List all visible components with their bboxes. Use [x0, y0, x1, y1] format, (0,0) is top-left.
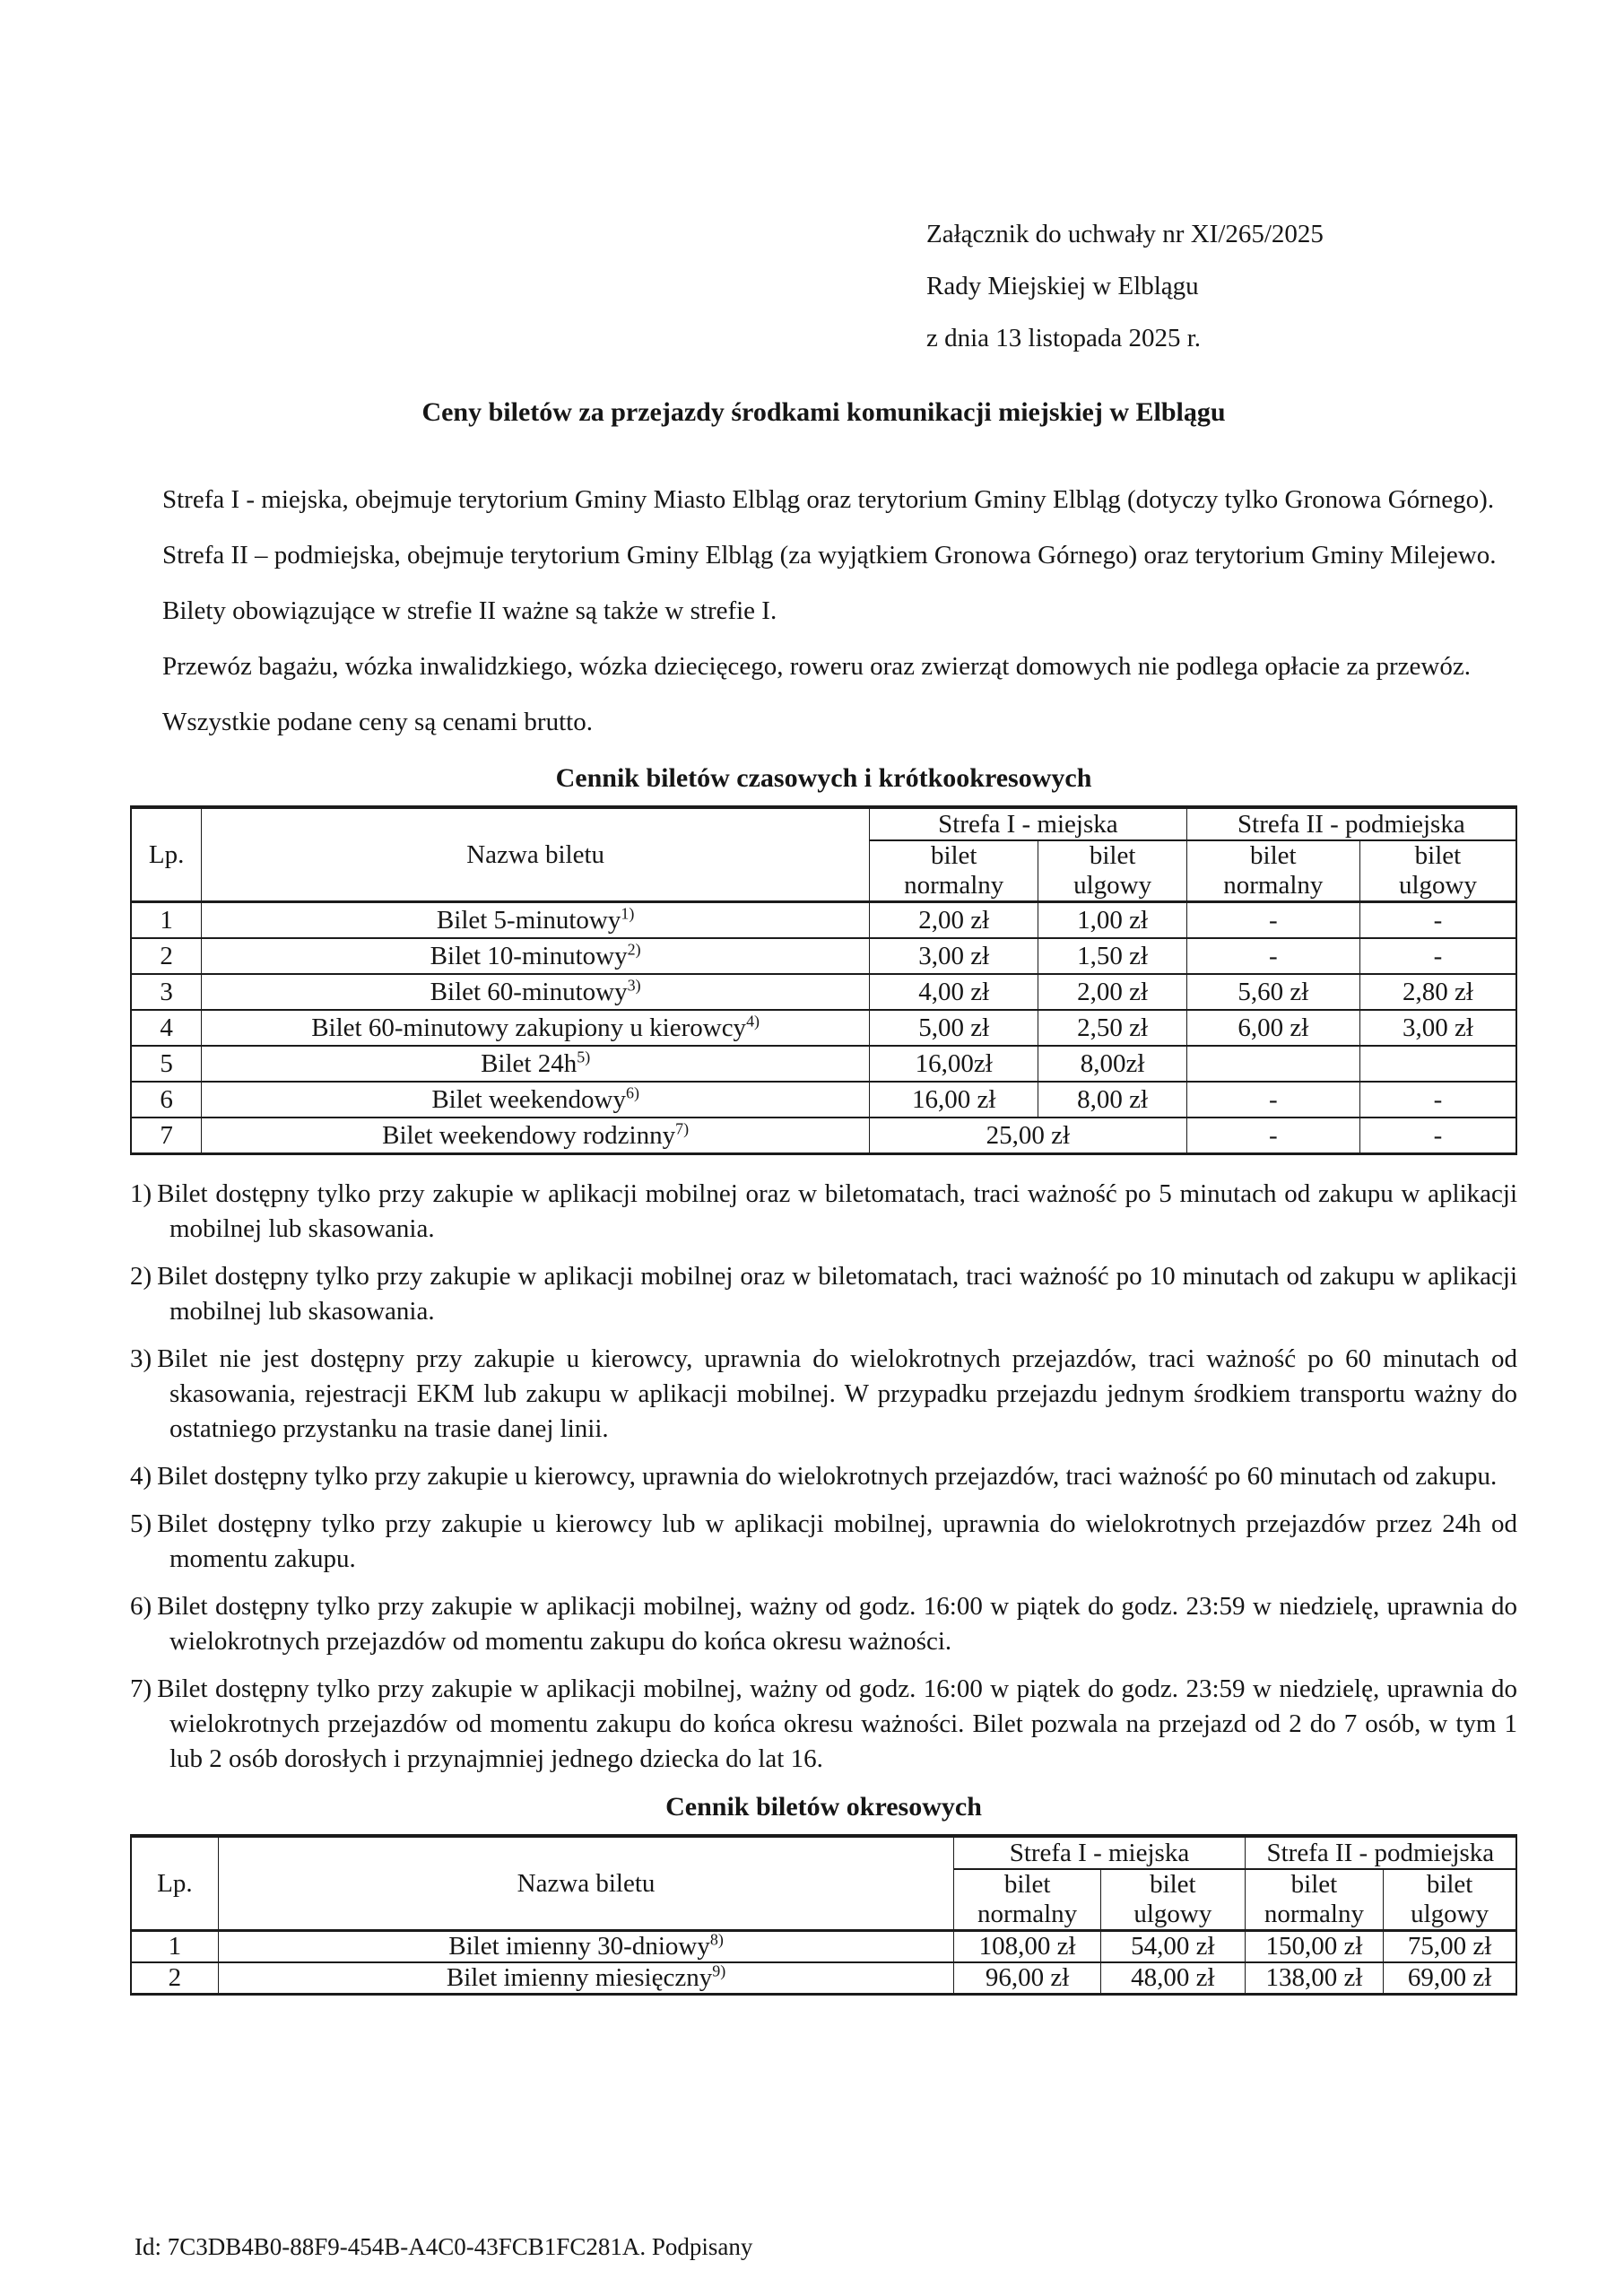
col-header-zone1: Strefa I - miejska — [954, 1836, 1245, 1869]
col-header-ticket-name: Nazwa biletu — [202, 807, 870, 902]
cell-price: - — [1186, 1082, 1359, 1118]
ticket-name: Bilet 5-minutowy — [436, 905, 621, 935]
cell-price: - — [1359, 1082, 1516, 1118]
cell-price: 48,00 zł — [1101, 1962, 1246, 1995]
cell-price: - — [1186, 1118, 1359, 1154]
cell-price: 2,00 zł — [1038, 974, 1186, 1010]
cell-price: - — [1186, 902, 1359, 939]
ticket-name: Bilet imienny 30-dniowy — [448, 1932, 710, 1961]
table-row — [131, 1931, 1516, 1963]
timed-tickets-table — [130, 805, 1517, 1155]
period-tickets-table — [130, 1834, 1517, 1996]
footnote-text: Bilet dostępny tylko przy zakupie u kierowcy, uprawnia do wielokrotnych przejazdów, traci ważność po 60 minutach od zakupu. — [157, 1462, 1498, 1491]
cell-price: - — [1186, 938, 1359, 974]
table-row — [131, 1962, 1516, 1995]
cell-price: 4,00 zł — [869, 974, 1038, 1010]
col-header-reduced: bilet ulgowy — [1038, 840, 1186, 902]
footnote-number: 2) — [130, 1262, 152, 1291]
cell-lp: 2 — [131, 938, 202, 974]
col-header-normal: bilet normalny — [1186, 840, 1359, 902]
footnote — [130, 1672, 1517, 1777]
footnote-number: 1) — [130, 1179, 152, 1208]
intro-paragraph: Strefa I - miejska, obejmuje terytorium Gminy Miasto Elbląg oraz terytorium Gminy Elbląg (dotyczy tylko Gronowa Górnego). — [162, 485, 1495, 514]
footnote-number: 7) — [130, 1674, 152, 1703]
cell-price: 16,00 zł — [869, 1082, 1038, 1118]
footnote-ref: 7) — [675, 1118, 690, 1137]
cell-lp: 4 — [131, 1010, 202, 1046]
cell-price: 6,00 zł — [1186, 1010, 1359, 1046]
page-content — [130, 0, 1517, 1996]
footnote-ref: 1) — [621, 903, 635, 922]
cell-ticket-name — [218, 1962, 953, 1995]
attachment-line: Rady Miejskiej w Elblągu — [926, 272, 1199, 300]
table-row — [131, 902, 1516, 939]
cell-price: 69,00 zł — [1384, 1962, 1516, 1995]
cell-lp: 1 — [131, 902, 202, 939]
cell-ticket-name — [202, 1046, 870, 1082]
ticket-name: Bilet 60-minutowy zakupiony u kierowcy — [311, 1013, 747, 1042]
document-title: Ceny biletów za przejazdy środkami komunikacji miejskiej w Elblągu — [421, 397, 1226, 427]
cell-ticket-name — [202, 902, 870, 939]
ticket-name: Bilet imienny miesięczny — [446, 1963, 713, 1992]
table-row — [131, 1118, 1516, 1154]
footnote-ref: 9) — [712, 1962, 726, 1980]
footnote — [130, 1259, 1517, 1329]
footnote-text: Bilet dostępny tylko przy zakupie u kierowcy lub w aplikacji mobilnej, uprawnia do wielokrotnych przejazdów przez 24h od momentu zakupu. — [157, 1509, 1517, 1573]
cell-price — [1186, 1046, 1359, 1082]
table1-caption: Cennik biletów czasowych i krótkookresowych — [555, 763, 1092, 793]
cell-price: - — [1359, 1118, 1516, 1154]
cell-price: 75,00 zł — [1384, 1931, 1516, 1963]
cell-price: 16,00zł — [869, 1046, 1038, 1082]
col-header-lp: Lp. — [131, 807, 202, 902]
ticket-name: Bilet weekendowy rodzinny — [382, 1120, 676, 1150]
footnote — [130, 1459, 1517, 1494]
cell-price: 54,00 zł — [1101, 1931, 1246, 1963]
cell-lp: 6 — [131, 1082, 202, 1118]
col-header-ticket-name: Nazwa biletu — [218, 1836, 953, 1931]
cell-price: 150,00 zł — [1245, 1931, 1384, 1963]
col-header-lp: Lp. — [131, 1836, 218, 1931]
table-row — [131, 974, 1516, 1010]
cell-price: 108,00 zł — [954, 1931, 1101, 1963]
ticket-name: Bilet 60-minutowy — [430, 977, 628, 1006]
footnote-ref: 4) — [746, 1011, 760, 1030]
col-header-zone1: Strefa I - miejska — [869, 807, 1186, 840]
cell-price: 2,00 zł — [869, 902, 1038, 939]
cell-price — [1359, 1046, 1516, 1082]
table-row — [131, 938, 1516, 974]
cell-price: 138,00 zł — [1245, 1962, 1384, 1995]
footnote-ref: 2) — [627, 939, 641, 958]
intro-paragraph: Strefa II – podmiejska, obejmuje terytorium Gminy Elbląg (za wyjątkiem Gronowa Górnego) oraz terytorium Gminy Milejewo. — [162, 541, 1497, 570]
cell-price: 8,00zł — [1038, 1046, 1186, 1082]
cell-price: 2,50 zł — [1038, 1010, 1186, 1046]
cell-ticket-name — [202, 1118, 870, 1154]
footnote-ref: 5) — [577, 1047, 591, 1065]
footnote-ref: 3) — [627, 975, 641, 994]
ticket-name: Bilet weekendowy — [431, 1084, 626, 1114]
cell-lp: 7 — [131, 1118, 202, 1154]
col-header-zone2: Strefa II - podmiejska — [1245, 1836, 1516, 1869]
footnote — [130, 1589, 1517, 1659]
cell-price: 8,00 zł — [1038, 1082, 1186, 1118]
footnote-text: Bilet nie jest dostępny przy zakupie u kierowcy, uprawnia do wielokrotnych przejazdów, traci ważność po 60 minutach od skasowania, rejestracji EKM lub zakupu w aplikacji mobilnej. W przypadku przejazdu jednym środkiem transportu ważny do ostatniego przystanku na trasie danej linii. — [157, 1344, 1517, 1443]
cell-ticket-name — [202, 938, 870, 974]
cell-ticket-name — [202, 1082, 870, 1118]
intro-paragraph: Przewóz bagażu, wózka inwalidzkiego, wózka dziecięcego, roweru oraz zwierząt domowych nie podlega opłacie za przewóz. — [162, 652, 1471, 681]
footnote-number: 4) — [130, 1462, 152, 1491]
col-header-reduced: bilet ulgowy — [1384, 1869, 1516, 1931]
col-header-normal: bilet normalny — [954, 1869, 1101, 1931]
cell-lp: 3 — [131, 974, 202, 1010]
cell-lp: 5 — [131, 1046, 202, 1082]
footnote-number: 3) — [130, 1344, 152, 1373]
table-row — [131, 1010, 1516, 1046]
footnote-text: Bilet dostępny tylko przy zakupie w aplikacji mobilnej, ważny od godz. 16:00 w piątek do godz. 23:59 w niedzielę, uprawnia do wielokrotnych przejazdów od momentu zakupu do końca okresu ważności. — [157, 1592, 1517, 1656]
cell-ticket-name — [218, 1931, 953, 1963]
col-header-reduced: bilet ulgowy — [1101, 1869, 1246, 1931]
cell-price-merged: 25,00 zł — [869, 1118, 1186, 1154]
footnote-text: Bilet dostępny tylko przy zakupie w aplikacji mobilnej oraz w biletomatach, traci ważność po 5 minutach od zakupu w aplikacji mobilnej lub skasowania. — [157, 1179, 1517, 1243]
footnote-ref: 8) — [709, 1930, 724, 1949]
intro-section — [130, 483, 1517, 739]
footnote-number: 6) — [130, 1592, 152, 1621]
attachment-header — [926, 208, 1517, 364]
table-row — [131, 1046, 1516, 1082]
document-id-footer: Id: 7C3DB4B0-88F9-454B-A4C0-43FCB1FC281A. Podpisany — [135, 2233, 753, 2260]
ticket-name: Bilet 10-minutowy — [430, 941, 628, 970]
cell-price: - — [1359, 938, 1516, 974]
cell-ticket-name — [202, 974, 870, 1010]
col-header-zone2: Strefa II - podmiejska — [1186, 807, 1516, 840]
cell-price: - — [1359, 902, 1516, 939]
footnote-text: Bilet dostępny tylko przy zakupie w aplikacji mobilnej oraz w biletomatach, traci ważność po 10 minutach od zakupu w aplikacji mobilnej lub skasowania. — [157, 1262, 1517, 1326]
cell-price: 2,80 zł — [1359, 974, 1516, 1010]
col-header-normal: bilet normalny — [869, 840, 1038, 902]
footnote-ref: 6) — [625, 1083, 639, 1101]
table-row — [131, 1082, 1516, 1118]
cell-price: 96,00 zł — [954, 1962, 1101, 1995]
cell-price: 5,60 zł — [1186, 974, 1359, 1010]
cell-price: 1,00 zł — [1038, 902, 1186, 939]
cell-ticket-name — [202, 1010, 870, 1046]
ticket-name: Bilet 24h — [481, 1048, 578, 1078]
cell-price: 5,00 zł — [869, 1010, 1038, 1046]
col-header-normal: bilet normalny — [1245, 1869, 1384, 1931]
footnote-number: 5) — [130, 1509, 152, 1538]
footnotes-section — [130, 1177, 1517, 1777]
intro-paragraph: Bilety obowiązujące w strefie II ważne są także w strefie I. — [162, 596, 777, 625]
footnote-text: Bilet dostępny tylko przy zakupie w aplikacji mobilnej, ważny od godz. 16:00 w piątek do godz. 23:59 w niedzielę, uprawnia do wielokrotnych przejazdów od momentu zakupu do końca okresu ważności. Bilet pozwala na przejazd od 2 do 7 osób, w tym 1 lub 2 osób dorosłych i przynajmniej jednego dziecka do lat 16. — [157, 1674, 1517, 1773]
footnote — [130, 1342, 1517, 1447]
footnote — [130, 1177, 1517, 1247]
attachment-line: Załącznik do uchwały nr XI/265/2025 — [926, 220, 1324, 248]
footnote — [130, 1507, 1517, 1577]
table2-caption: Cennik biletów okresowych — [665, 1792, 982, 1822]
cell-lp: 2 — [131, 1962, 218, 1995]
cell-price: 3,00 zł — [869, 938, 1038, 974]
col-header-reduced: bilet ulgowy — [1359, 840, 1516, 902]
cell-price: 3,00 zł — [1359, 1010, 1516, 1046]
cell-price: 1,50 zł — [1038, 938, 1186, 974]
intro-paragraph: Wszystkie podane ceny są cenami brutto. — [162, 708, 593, 736]
cell-lp: 1 — [131, 1931, 218, 1963]
attachment-line: z dnia 13 listopada 2025 r. — [926, 324, 1202, 352]
